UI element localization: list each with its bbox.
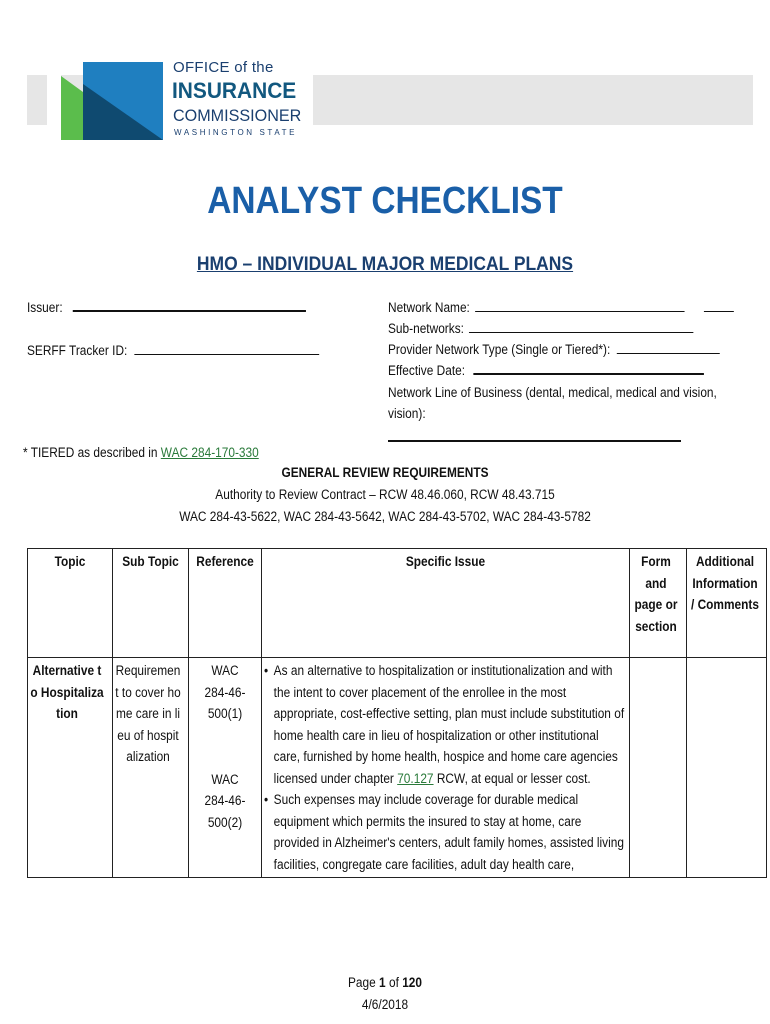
logo-text-state: WASHINGTON STATE xyxy=(174,128,298,137)
wac-list-line: WAC 284-43-5622, WAC 284-43-5642, WAC 284-43-5702, WAC 284-43-5782 xyxy=(179,509,591,524)
header-form xyxy=(630,549,687,658)
issue-1-text-end: RCW, at equal or lesser cost. xyxy=(436,770,591,786)
tiered-note-text: * TIERED as described in xyxy=(23,445,158,460)
logo-text-office: OFFICE of the xyxy=(173,59,274,76)
wac-284-170-330-link[interactable]: WAC 284-170-330 xyxy=(160,445,259,460)
rcw-70-127-link[interactable]: 70.127 xyxy=(397,770,434,786)
logo-text-commissioner: COMMISSIONER xyxy=(173,106,302,125)
line-of-business-label-1: Network Line of Business (dental, medical, medical and vision, xyxy=(388,385,717,400)
page-number xyxy=(46,975,724,990)
network-name-label: Network Name: xyxy=(388,300,470,315)
provider-type-label: Provider Network Type (Single or Tiered*): xyxy=(388,342,611,357)
general-review-heading: GENERAL REVIEW REQUIREMENTS xyxy=(281,465,489,480)
logo-text-insurance: INSURANCE xyxy=(172,78,297,103)
issue-1-text: As an alternative to hospitalization or institutionalization and with the intent to cover placement of the enrollee in the most appropriate, cost-effective setting, plan must include substitution of home health care in lieu of hospitalization or other institutional care, furnished by home health, hospice and home care agencies licensed under chapter xyxy=(273,663,625,786)
row-issue-content xyxy=(264,660,625,875)
header-issue xyxy=(262,549,630,658)
row-subtopic-text: Requirement to cover home care in lieu of hospitalization xyxy=(115,663,181,764)
header-reference xyxy=(189,549,262,658)
row-reference-2: WAC 284-46-500(2) xyxy=(204,771,246,830)
row-issue-cell xyxy=(262,658,630,878)
row-topic-cell xyxy=(28,658,113,878)
footer-date: 4/6/2018 xyxy=(361,997,409,1012)
serff-label: SERFF Tracker ID: xyxy=(27,343,128,358)
page-total: 120 xyxy=(402,975,423,990)
header-form-text: Form and page or section xyxy=(634,554,678,634)
header-topic xyxy=(28,549,113,658)
subnetworks-label: Sub-networks: xyxy=(388,321,464,336)
row-topic-text: Alternative to Hospitalization xyxy=(30,663,104,721)
row-reference-cell xyxy=(189,658,262,878)
page-current: 1 xyxy=(379,975,386,990)
issue-list xyxy=(264,660,625,875)
page-of: of xyxy=(388,975,399,990)
issue-item-1 xyxy=(264,660,625,789)
issue-item-2 xyxy=(264,789,625,875)
header-subtopic-text: Sub Topic xyxy=(122,554,179,569)
subtitle-text: HMO – INDIVIDUAL MAJOR MEDICAL PLANS xyxy=(196,254,574,275)
header-issue-text: Specific Issue xyxy=(405,554,486,569)
issue-2-text: Such expenses may include coverage for durable medical equipment which permits the insured to stay at home, care provided in Alzheimer's centers, adult family homes, assisted living facilities, congregate care facilities, adult day health care, xyxy=(273,792,624,872)
header-reference-text: Reference xyxy=(196,554,254,569)
row-additional-cell[interactable] xyxy=(687,658,767,878)
page-prefix: Page xyxy=(347,975,376,990)
row-subtopic-cell xyxy=(113,658,189,878)
table-row xyxy=(28,658,767,878)
line-of-business-label-2: vision): xyxy=(388,406,426,421)
header-subtopic xyxy=(113,549,189,658)
row-form-cell[interactable] xyxy=(630,658,687,878)
header-additional xyxy=(687,549,767,658)
checklist-table xyxy=(27,548,767,878)
effective-date-label: Effective Date: xyxy=(388,363,466,378)
authority-line: Authority to Review Contract – RCW 48.46.060, RCW 48.43.715 xyxy=(215,487,555,502)
table-header-row xyxy=(28,549,767,658)
document-title: ANALYST CHECKLIST xyxy=(207,180,563,222)
row-reference-1: WAC 284-46-500(1) xyxy=(204,663,246,721)
header-topic-text: Topic xyxy=(54,554,86,569)
issuer-label: Issuer: xyxy=(27,300,63,315)
header-additional-text: Additional Information / Comments xyxy=(690,554,759,612)
